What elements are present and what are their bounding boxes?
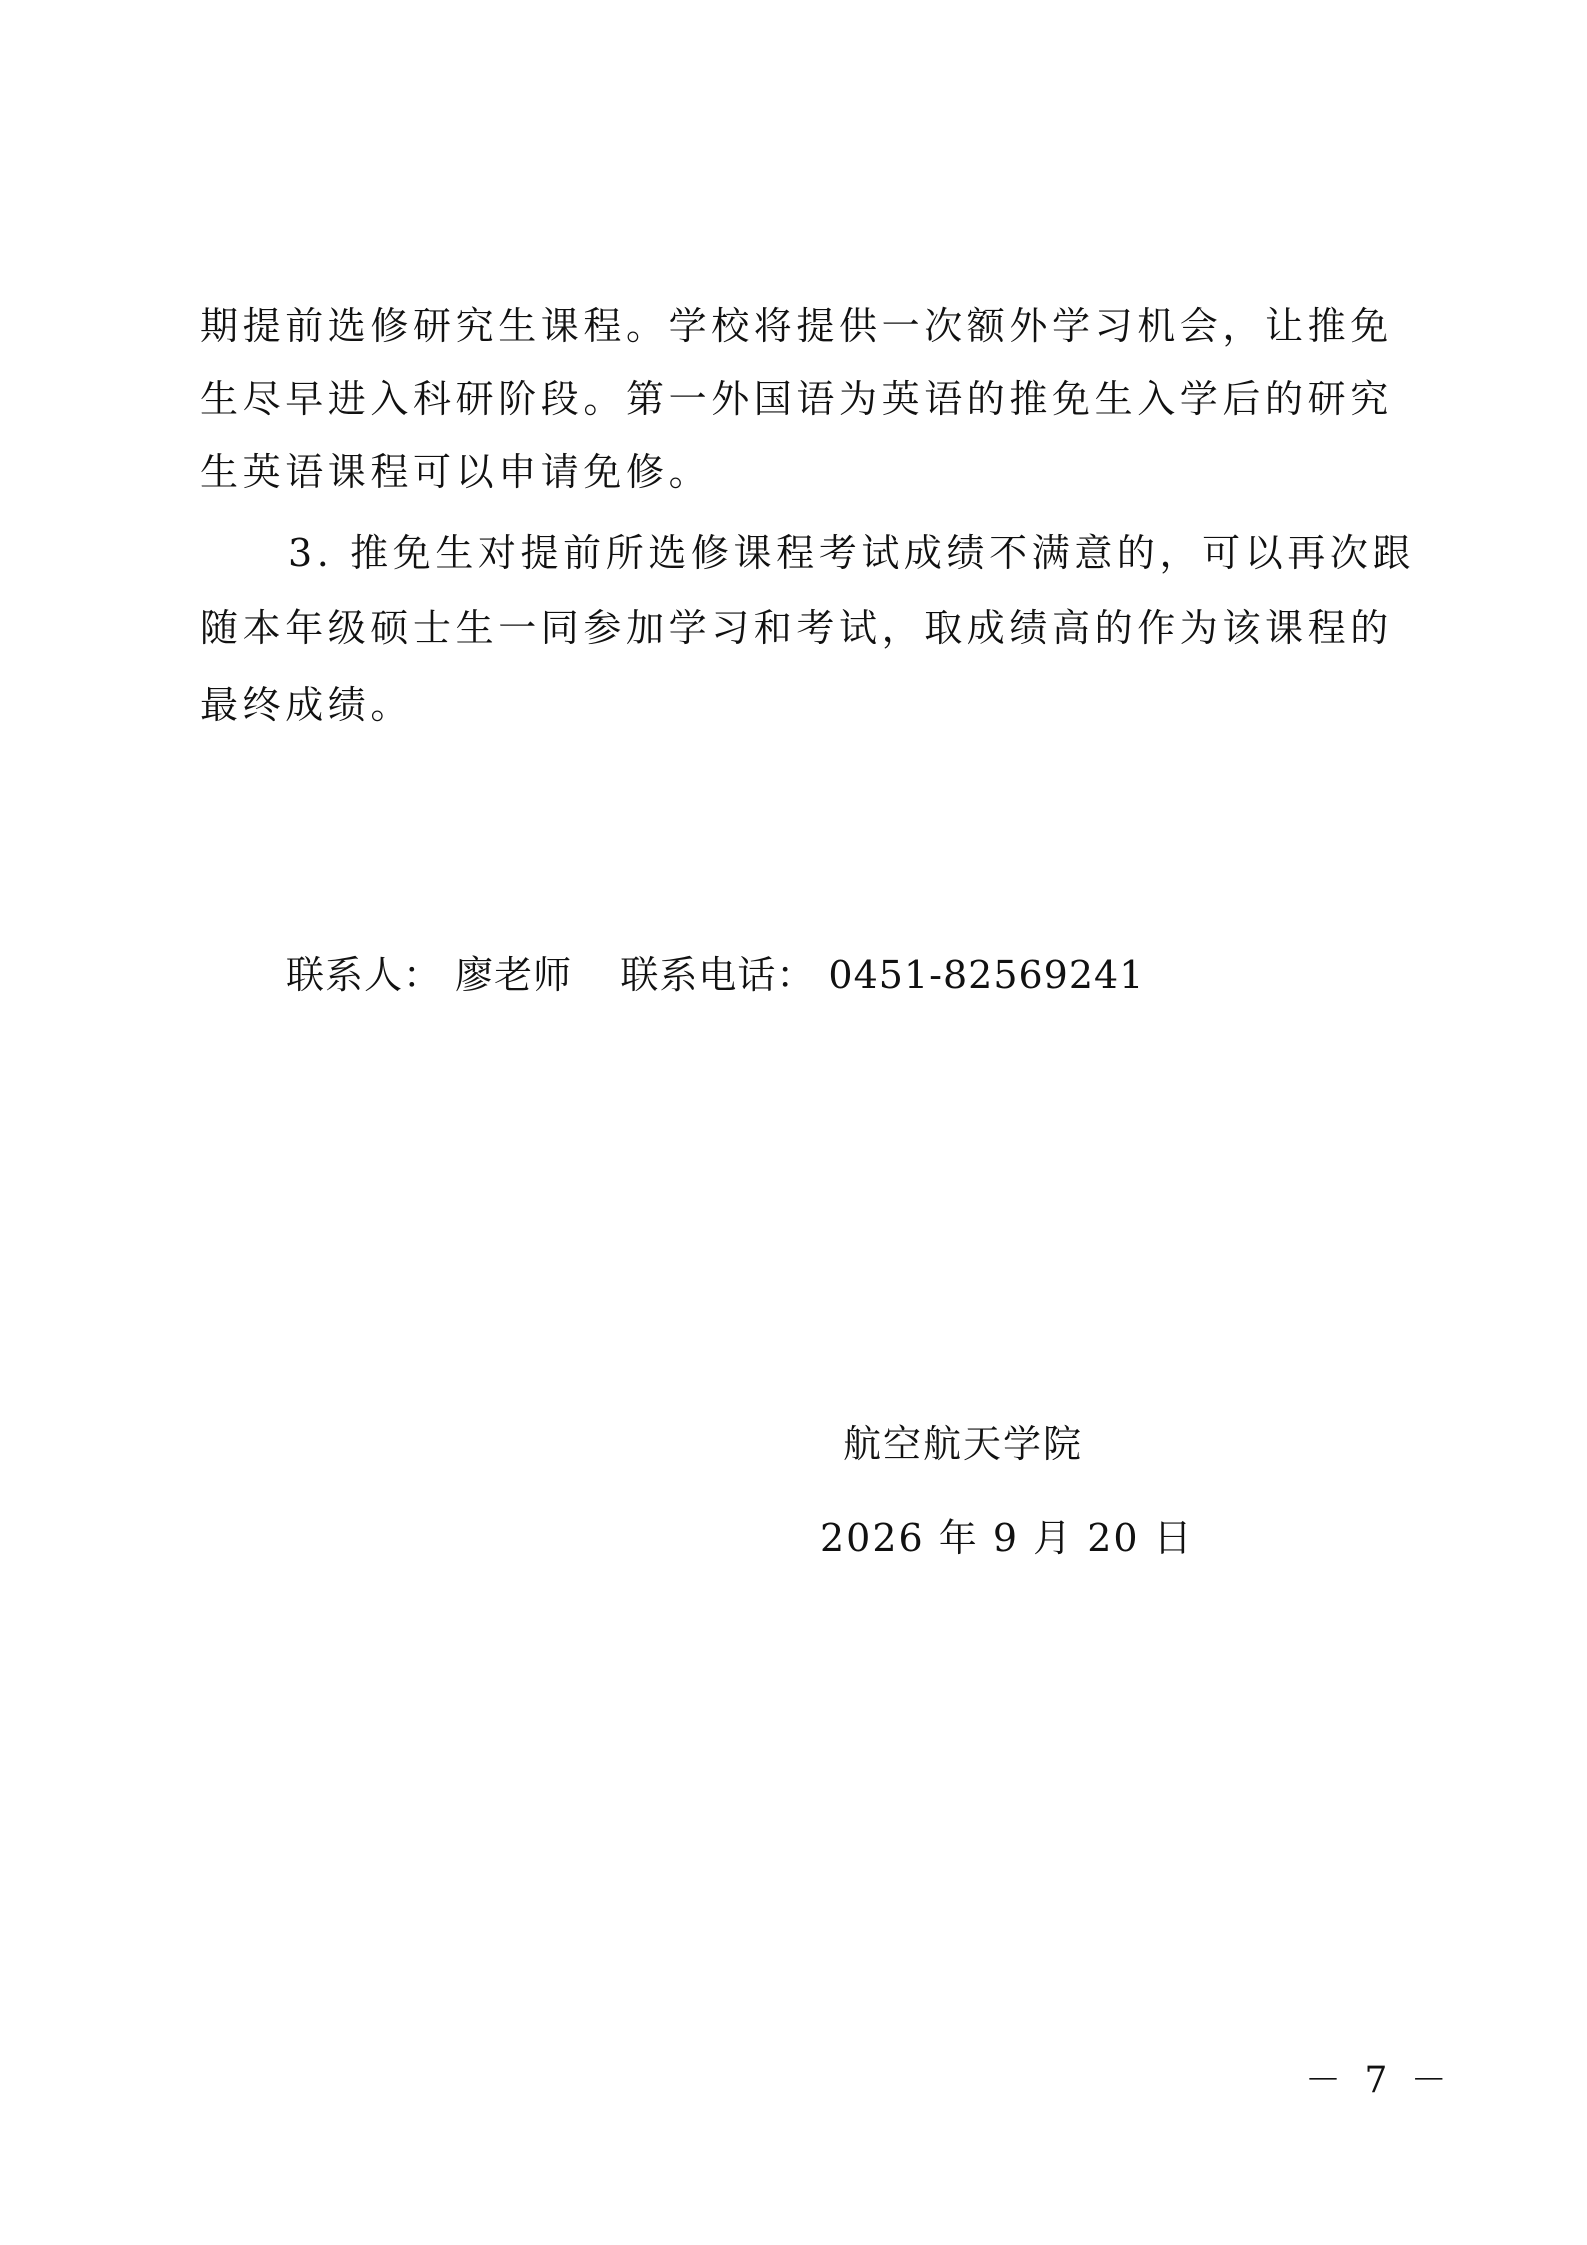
signature-organization: 航空航天学院	[843, 1422, 1084, 1466]
paragraph-1-line-1: 期提前选修研究生课程。学校将提供一次额外学习机会，让推免	[200, 304, 1393, 348]
contact-person-label: 联系人：	[286, 953, 443, 997]
paragraph-2-line-2: 随本年级硕士生一同参加学习和考试，取成绩高的作为该课程的	[200, 606, 1393, 650]
contact-phone-value: 0451-82569241	[828, 953, 1145, 997]
contact-person-value: 廖老师	[455, 953, 573, 997]
contact-line	[286, 953, 1145, 997]
paragraph-1-line-2: 生尽早进入科研阶段。第一外国语为英语的推免生入学后的研究	[200, 377, 1393, 421]
paragraph-2-line-3: 最终成绩。	[200, 683, 414, 727]
contact-phone-label: 联系电话：	[620, 953, 816, 997]
paragraph-1-line-3: 生英语课程可以申请免修。	[200, 450, 712, 494]
paragraph-2-line-1: 3. 推免生对提前所选修课程考试成绩不满意的，可以再次跟	[288, 531, 1416, 575]
signature-date: 2026 年 9 月 20 日	[820, 1516, 1194, 1560]
page-number: － 7 －	[1305, 2060, 1453, 2101]
